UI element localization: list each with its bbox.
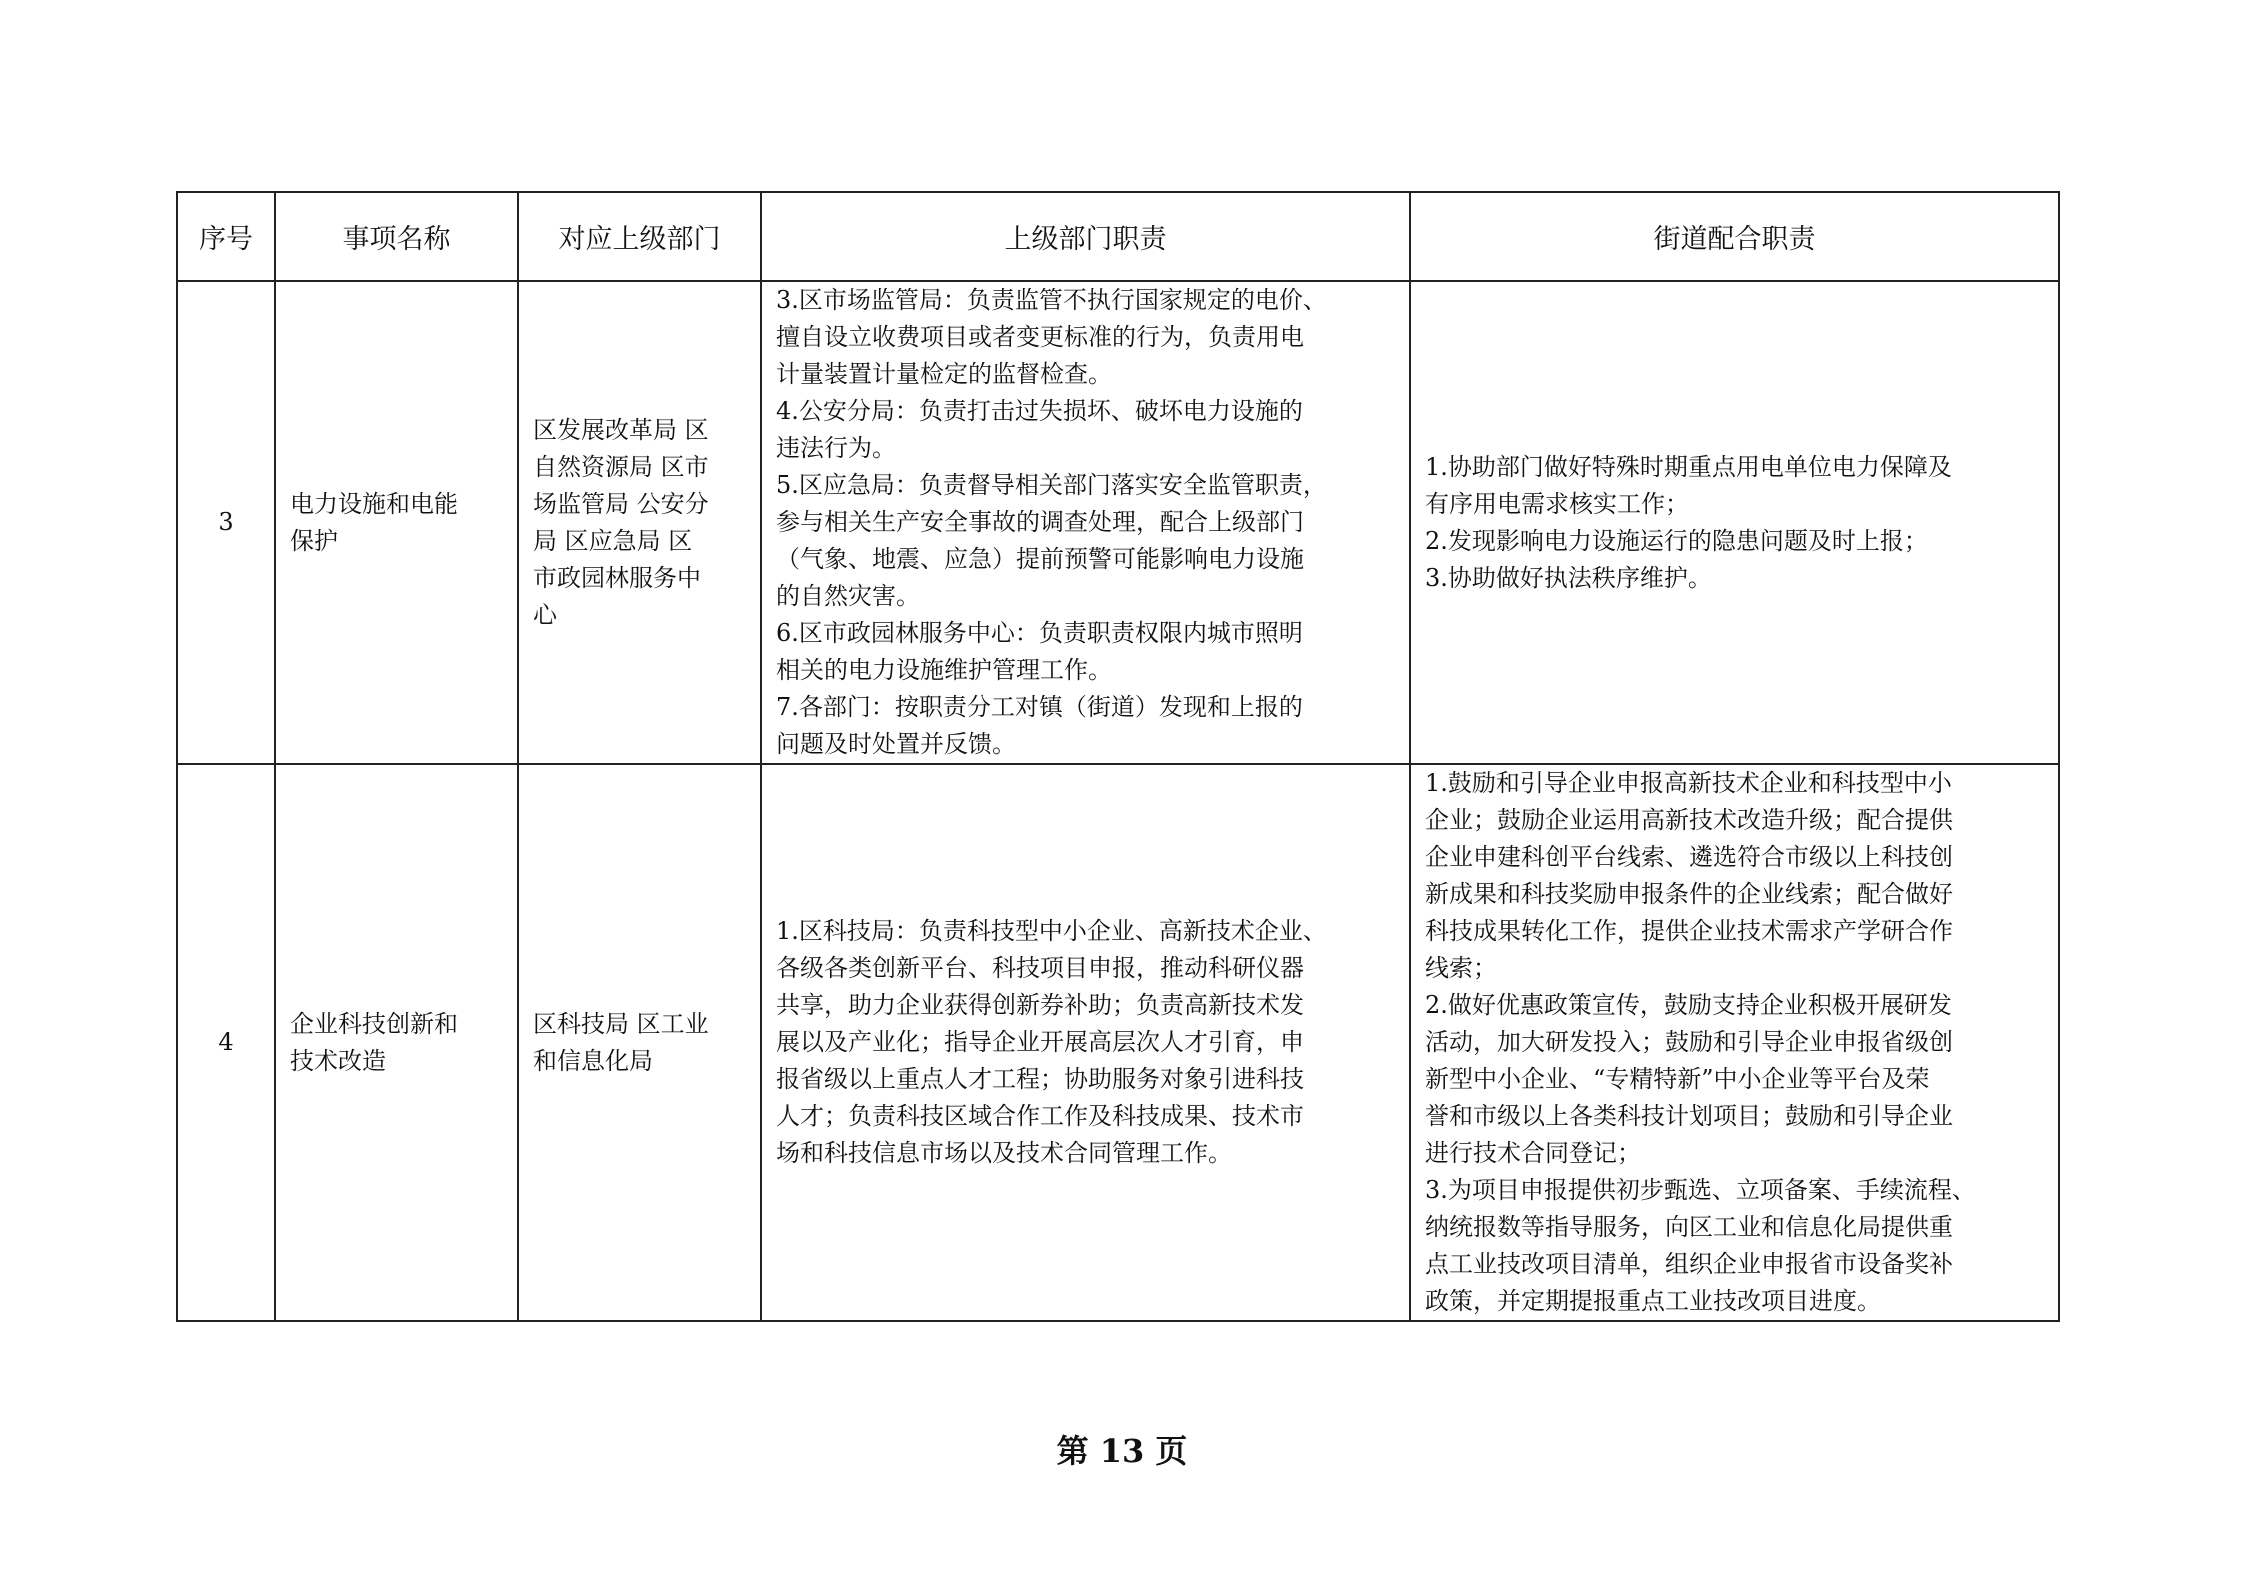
text-line: 3.协助做好执法秩序维护。: [1425, 563, 1712, 592]
text-line: 5.区应急局：负责督导相关部门落实安全监管职责，: [776, 471, 1327, 499]
cell-item-name: [275, 281, 518, 764]
text-line: 人才；负责科技区域合作工作及科技成果、技术市: [776, 1102, 1304, 1130]
cell-street-duty: [1410, 764, 2059, 1321]
text-line: 市政园林服务中: [533, 563, 701, 592]
text-line: 线索；: [1425, 954, 1497, 982]
text-line: 企业申建科创平台线索、遴选符合市级以上科技创: [1425, 843, 1953, 871]
text-line: 保护: [290, 526, 338, 555]
header-seq: 序号: [177, 192, 275, 281]
text-line: 各级各类创新平台、科技项目申报，推动科研仪器: [776, 954, 1304, 982]
text-line: 企业；鼓励企业运用高新技术改造升级；配合提供: [1425, 806, 1953, 834]
page-number: 第 13 页: [1056, 1432, 1188, 1470]
text-line: 7.各部门：按职责分工对镇（街道）发现和上报的: [776, 693, 1303, 721]
text-line: 1.协助部门做好特殊时期重点用电单位电力保障及: [1425, 452, 1952, 481]
text-line: 2.做好优惠政策宣传，鼓励支持企业积极开展研发: [1425, 991, 1952, 1019]
text-line: 自然资源局 区市: [533, 452, 709, 481]
cell-superior-dept: [518, 281, 761, 764]
text-line: 展以及产业化；指导企业开展高层次人才引育，申: [776, 1028, 1304, 1056]
text-line: 区科技局 区工业: [533, 1009, 709, 1038]
header-item-name: 事项名称: [275, 192, 518, 281]
cell-item-name: [275, 764, 518, 1321]
table-header-row: [177, 192, 2059, 281]
cell-seq: 4: [177, 764, 275, 1321]
responsibility-table: [176, 191, 2060, 1322]
text-line: 新成果和科技奖励申报条件的企业线索；配合做好: [1425, 880, 1953, 908]
text-line: 局 区应急局 区: [533, 526, 693, 555]
text-line: 共享，助力企业获得创新券补助；负责高新技术发: [776, 991, 1304, 1019]
text-line: 有序用电需求核实工作；: [1425, 489, 1689, 518]
header-superior-dept: 对应上级部门: [518, 192, 761, 281]
cell-superior-dept: [518, 764, 761, 1321]
text-line: 计量装置计量检定的监督检查。: [776, 360, 1112, 388]
text-line: 纳统报数等指导服务，向区工业和信息化局提供重: [1425, 1213, 1953, 1241]
text-line: 技术改造: [290, 1046, 386, 1075]
header-superior-duty: 上级部门职责: [761, 192, 1410, 281]
text-line: 场监管局 公安分: [533, 489, 709, 518]
text-line: 科技成果转化工作，提供企业技术需求产学研合作: [1425, 917, 1953, 945]
text-line: 区发展改革局 区: [533, 415, 709, 444]
text-line: 相关的电力设施维护管理工作。: [776, 656, 1112, 684]
text-line: 的自然灾害。: [776, 582, 920, 610]
text-line: 企业科技创新和: [290, 1009, 458, 1038]
text-line: 6.区市政园林服务中心：负责职责权限内城市照明: [776, 619, 1303, 647]
text-line: 3.区市场监管局：负责监管不执行国家规定的电价、: [776, 286, 1327, 314]
text-line: 和信息化局: [533, 1046, 653, 1075]
text-line: 2.发现影响电力设施运行的隐患问题及时上报；: [1425, 526, 1928, 555]
text-line: 报省级以上重点人才工程；协助服务对象引进科技: [776, 1065, 1304, 1093]
text-line: 违法行为。: [776, 434, 896, 462]
text-line: 誉和市级以上各类科技计划项目；鼓励和引导企业: [1425, 1102, 1953, 1130]
text-line: 政策，并定期提报重点工业技改项目进度。: [1425, 1287, 1881, 1315]
text-line: 电力设施和电能: [290, 489, 458, 518]
text-line: 问题及时处置并反馈。: [776, 730, 1016, 758]
text-line: （气象、地震、应急）提前预警可能影响电力设施: [776, 545, 1304, 573]
text-line: 参与相关生产安全事故的调查处理，配合上级部门: [776, 508, 1304, 536]
text-line: 点工业技改项目清单，组织企业申报省市设备奖补: [1425, 1250, 1953, 1278]
text-line: 1.区科技局：负责科技型中小企业、高新技术企业、: [776, 917, 1327, 945]
cell-superior-duty: [761, 764, 1410, 1321]
header-street-duty: 街道配合职责: [1410, 192, 2059, 281]
text-line: 场和科技信息市场以及技术合同管理工作。: [776, 1139, 1232, 1167]
cell-superior-duty: [761, 281, 1410, 764]
cell-seq: 3: [177, 281, 275, 764]
text-line: 进行技术合同登记；: [1425, 1139, 1641, 1167]
table-row: [177, 281, 2059, 764]
table-row: [177, 764, 2059, 1321]
text-line: 擅自设立收费项目或者变更标准的行为，负责用电: [776, 323, 1304, 351]
text-line: 活动，加大研发投入；鼓励和引导企业申报省级创: [1425, 1028, 1953, 1056]
text-line: 4.公安分局：负责打击过失损坏、破坏电力设施的: [776, 397, 1303, 425]
text-line: 1.鼓励和引导企业申报高新技术企业和科技型中小: [1425, 769, 1952, 797]
cell-street-duty: [1410, 281, 2059, 764]
text-line: 心: [533, 600, 557, 629]
text-line: 新型中小企业、“专精特新”中小企业等平台及荣: [1425, 1065, 1930, 1093]
text-line: 3.为项目申报提供初步甄选、立项备案、手续流程、: [1425, 1176, 1976, 1204]
